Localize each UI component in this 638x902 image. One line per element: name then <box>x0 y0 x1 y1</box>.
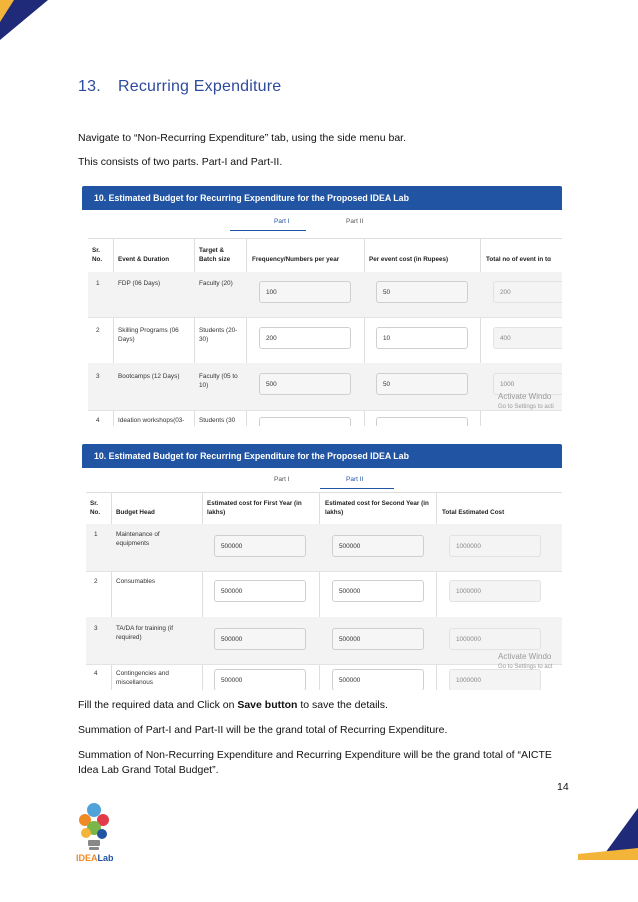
activation-watermark: Activate Windo Go to Settings to acti <box>498 392 554 410</box>
table-row: 2 Consumables 500000 500000 1000000 <box>86 571 562 618</box>
table-row: 1 Maintenance of equipments 500000 500000 1000000 <box>86 524 562 572</box>
active-tab-indicator <box>230 230 306 231</box>
corner-decoration-bottom-right <box>578 808 638 860</box>
total-events-field: 1000 <box>493 373 562 395</box>
corner-decoration-top-left <box>0 0 48 40</box>
tab-part-1[interactable]: Part I <box>274 476 290 483</box>
header-frequency: Frequency/Numbers per year <box>252 256 340 263</box>
table-row: 4 Contingencies and miscellanous 500000 500000 1000000 <box>86 664 562 690</box>
second-year-cost-input[interactable]: 500000 <box>332 669 424 690</box>
total-events-field: 400 <box>493 327 562 349</box>
summation-paragraph-1: Summation of Part-I and Part-II will be the grand total of Recurring Expenditure. <box>78 724 448 736</box>
total-cost-field: 1000000 <box>449 628 541 650</box>
tab-part-2[interactable]: Part II <box>346 476 364 483</box>
total-cost-field: 1000000 <box>449 669 541 690</box>
budget-heads-table <box>86 492 562 690</box>
table-row: 2 Skilling Programs (06 Days) Students (20-30) 200 10 400 <box>88 317 562 364</box>
header-total-cost: Total Estimated Cost <box>442 509 505 516</box>
first-year-cost-input[interactable]: 500000 <box>214 669 306 690</box>
part-tabs <box>82 468 562 490</box>
total-cost-field: 1000000 <box>449 535 541 557</box>
frequency-input[interactable]: 500 <box>259 373 351 395</box>
summation-paragraph-2: Summation of Non-Recurring Expenditure and Recurring Expenditure will be the grand total of “AICTE Idea Lab Grand Total Budget”. <box>78 749 552 776</box>
recurring-events-table <box>88 238 562 426</box>
table-row: 1 FDP (06 Days) Faculty (20) 100 50 200 <box>88 272 562 318</box>
frequency-input[interactable]: 200 <box>259 327 351 349</box>
save-button-mention: Save button <box>237 699 298 711</box>
header-budget-head: Budget Head <box>116 509 155 516</box>
header-sr-no: Sr. No. <box>90 500 101 516</box>
screenshot-part-2 <box>82 444 562 690</box>
event-cost-input[interactable]: 50 <box>376 281 468 303</box>
table-header-row <box>86 493 562 525</box>
total-cost-field: 1000000 <box>449 580 541 602</box>
header-target: Target & Batch size <box>199 247 231 263</box>
table-row: 3 Bootcamps (12 Days) Faculty (05 to 10) 500 50 1000 <box>88 363 562 411</box>
activation-watermark: Activate Windo Go to Settings to act <box>498 652 553 670</box>
frequency-input[interactable]: 100 <box>259 281 351 303</box>
event-cost-input[interactable]: 50 <box>376 373 468 395</box>
first-year-cost-input[interactable]: 500000 <box>214 535 306 557</box>
table-row: 4 Ideation workshops(03- Students (30 <box>88 410 562 426</box>
header-first-year: Estimated cost for First Year (in lakhs) <box>207 500 302 516</box>
total-events-field: 200 <box>493 281 562 303</box>
table-header-row <box>88 239 562 273</box>
frequency-input[interactable] <box>259 417 351 426</box>
header-second-year: Estimated cost for Second Year (in lakhs) <box>325 500 429 516</box>
tab-part-2[interactable]: Part II <box>346 218 364 225</box>
intro-paragraph-2: This consists of two parts. Part-I and Part-II. <box>78 156 283 168</box>
second-year-cost-input[interactable]: 500000 <box>332 628 424 650</box>
header-event: Event & Duration <box>118 256 170 263</box>
section-heading <box>78 78 281 96</box>
table-row: 3 TA/DA for training (if required) 500000 500000 1000000 <box>86 617 562 665</box>
event-cost-input[interactable]: 10 <box>376 327 468 349</box>
intro-paragraph-1: Navigate to “Non-Recurring Expenditure” tab, using the side menu bar. <box>78 132 407 144</box>
part-tabs <box>82 210 562 232</box>
event-cost-input[interactable] <box>376 417 468 426</box>
screenshot-part-1 <box>82 186 562 426</box>
section-title: Recurring Expenditure <box>118 78 282 95</box>
header-event-cost: Per event cost (in Rupees) <box>369 256 449 263</box>
first-year-cost-input[interactable]: 500000 <box>214 628 306 650</box>
active-tab-indicator <box>320 488 394 489</box>
idea-lab-logo-text: IDEALab <box>76 853 114 863</box>
page-number: 14 <box>557 781 569 793</box>
second-year-cost-input[interactable]: 500000 <box>332 580 424 602</box>
section-number: 13. <box>78 78 101 95</box>
header-sr-no: Sr. No. <box>92 247 103 263</box>
second-year-cost-input[interactable]: 500000 <box>332 535 424 557</box>
instruction-paragraph: Fill the required data and Click on Save button to save the details. <box>78 699 388 711</box>
budget-form-title: 10. Estimated Budget for Recurring Expenditure for the Proposed IDEA Lab <box>82 186 562 210</box>
first-year-cost-input[interactable]: 500000 <box>214 580 306 602</box>
header-total-events: Total no of event in tɑ <box>486 256 551 263</box>
budget-form-title: 10. Estimated Budget for Recurring Expenditure for the Proposed IDEA Lab <box>82 444 562 468</box>
tab-part-1[interactable]: Part I <box>274 218 290 225</box>
